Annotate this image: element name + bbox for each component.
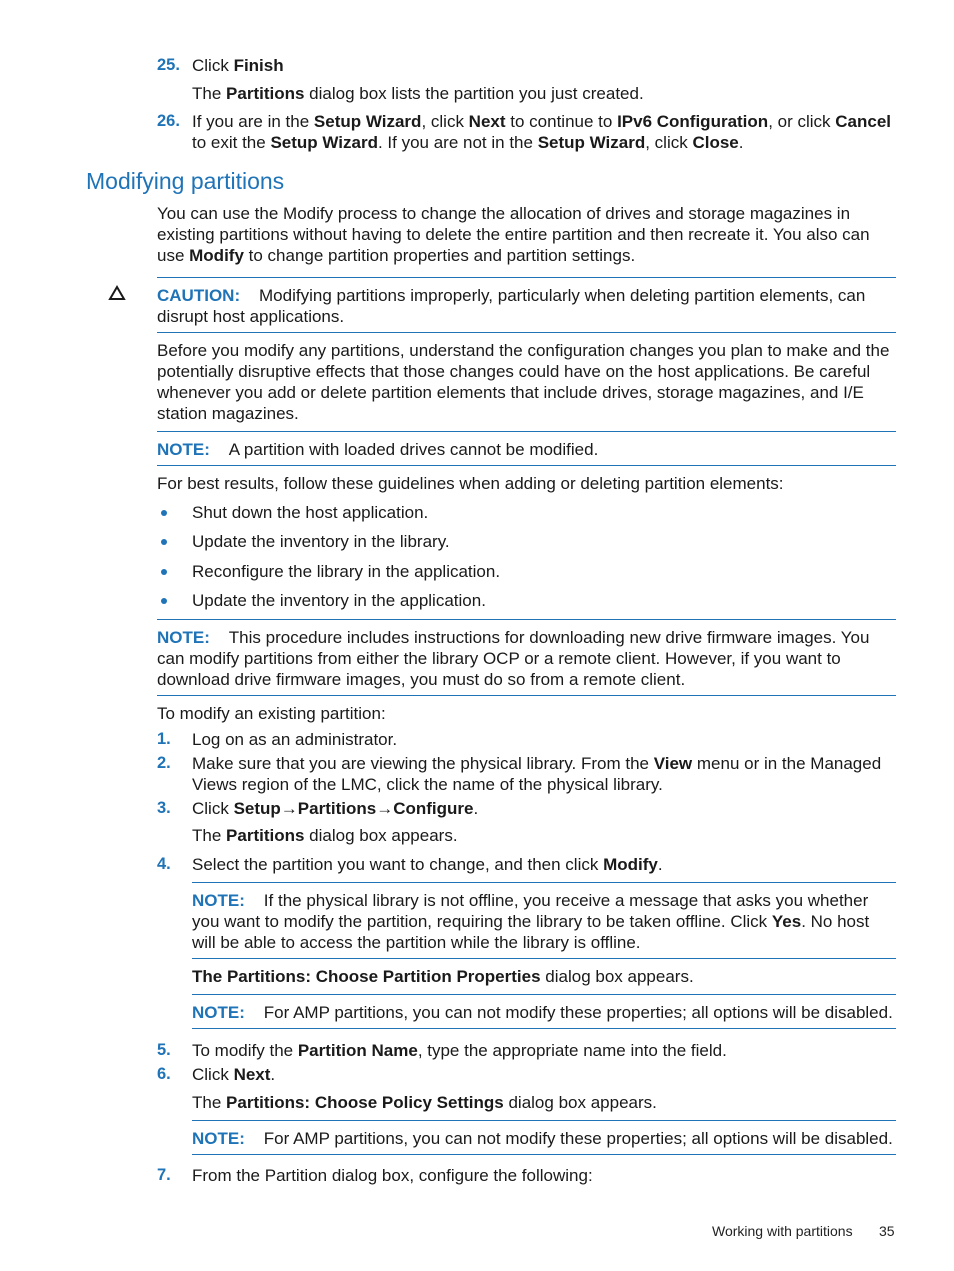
note-amp-policy: NOTE: For AMP partitions, you can not modify these properties; all options will be disabled.	[192, 1129, 893, 1148]
step-3-text: Click Setup→Partitions→Configure.	[192, 799, 479, 818]
list-item: Reconfigure the library in the application.	[192, 562, 501, 581]
section-heading: Modifying partitions	[86, 168, 285, 194]
note-top-rule	[157, 431, 896, 432]
step-number: 1.	[157, 730, 171, 748]
step-4-text: Select the partition you want to change, and then click Modify.	[192, 855, 663, 874]
step-25-text: Click Finish	[192, 56, 284, 75]
step-6-text: Click Next.	[192, 1065, 276, 1084]
list-item: Update the inventory in the application.	[192, 591, 486, 610]
step-number: 6.	[157, 1065, 171, 1083]
note-offline: NOTE: If the physical library is not offline, you receive a message that asks you whether you want to modify the partition, requiring the library to be taken offline. Click Yes. No host will be able to access the partition while the library is offline.	[192, 891, 870, 952]
guidelines-intro: For best results, follow these guidelines when adding or deleting partition elements:	[157, 474, 784, 493]
list-item: Update the inventory in the library.	[192, 532, 450, 551]
step-5-text: To modify the Partition Name, type the appropriate name into the field.	[192, 1041, 727, 1060]
bullet-icon	[161, 569, 167, 575]
note-top-rule	[192, 1120, 896, 1121]
note-top-rule	[157, 619, 896, 620]
note-loaded-drives: NOTE: A partition with loaded drives cannot be modified.	[157, 440, 599, 459]
step-2-text: Make sure that you are viewing the physical library. From the View menu or in the Managed Views region of the LMC, click the name of the physical library.	[192, 754, 882, 794]
properties-dialog-text: The Partitions: Choose Partition Properties dialog box appears.	[192, 967, 694, 986]
before-paragraph: Before you modify any partitions, understand the configuration changes you plan to make and the potentially disruptive effects that those changes could have on the host applications. Be careful whenever you add or delete partition elements that include drives, storage magazines, and I/E station magazines.	[157, 341, 890, 423]
note-firmware: NOTE: This procedure includes instructions for downloading new drive firmware images. You can modify partitions from either the library OCP or a remote client. However, if you want to download drive firmware images, you must do so from a remote client.	[157, 628, 870, 689]
caution-bottom-rule	[157, 332, 896, 333]
step-26-text: If you are in the Setup Wizard, click Next to continue to IPv6 Configuration, or click Cancel to exit the Setup Wizard. If you are not in the Setup Wizard, click Close.	[192, 112, 891, 152]
list-item: Shut down the host application.	[192, 503, 429, 522]
step-number: 2.	[157, 754, 171, 772]
note-top-rule	[192, 882, 896, 883]
step-1-text: Log on as an administrator.	[192, 730, 398, 749]
note-bottom-rule	[157, 695, 896, 696]
note-bottom-rule	[157, 465, 896, 466]
step-25-result: The Partitions dialog box lists the partition you just created.	[192, 84, 644, 103]
bullet-icon	[161, 539, 167, 545]
modify-intro: To modify an existing partition:	[157, 704, 386, 723]
note-amp-properties: NOTE: For AMP partitions, you can not modify these properties; all options will be disabled.	[192, 1003, 893, 1022]
step-number: 3.	[157, 799, 171, 817]
bullet-icon	[161, 510, 167, 516]
intro-paragraph: You can use the Modify process to change the allocation of drives and storage magazines in existing partitions without having to delete the entire partition and then recreate it. You also can use Modify to change partition properties and partition settings.	[157, 204, 870, 265]
step-number: 25.	[157, 56, 180, 74]
step-6-result: The Partitions: Choose Policy Settings dialog box appears.	[192, 1093, 657, 1112]
step-7-text: From the Partition dialog box, configure the following:	[192, 1166, 593, 1185]
caution-text: CAUTION: Modifying partitions improperly, particularly when deleting partition elements, can disrupt host applications.	[157, 286, 866, 326]
bullet-icon	[161, 598, 167, 604]
footer-section-title: Working with partitions	[712, 1223, 853, 1239]
step-number: 26.	[157, 112, 180, 130]
step-number: 5.	[157, 1041, 171, 1059]
caution-triangle-icon	[108, 285, 126, 301]
note-bottom-rule	[192, 958, 896, 959]
note-bottom-rule	[192, 1154, 896, 1155]
note-bottom-rule	[192, 1028, 896, 1029]
page-number: 35	[879, 1223, 895, 1239]
step-number: 4.	[157, 855, 171, 873]
step-3-result: The Partitions dialog box appears.	[192, 826, 458, 845]
caution-top-rule	[157, 277, 896, 278]
step-number: 7.	[157, 1166, 171, 1184]
note-top-rule	[192, 994, 896, 995]
